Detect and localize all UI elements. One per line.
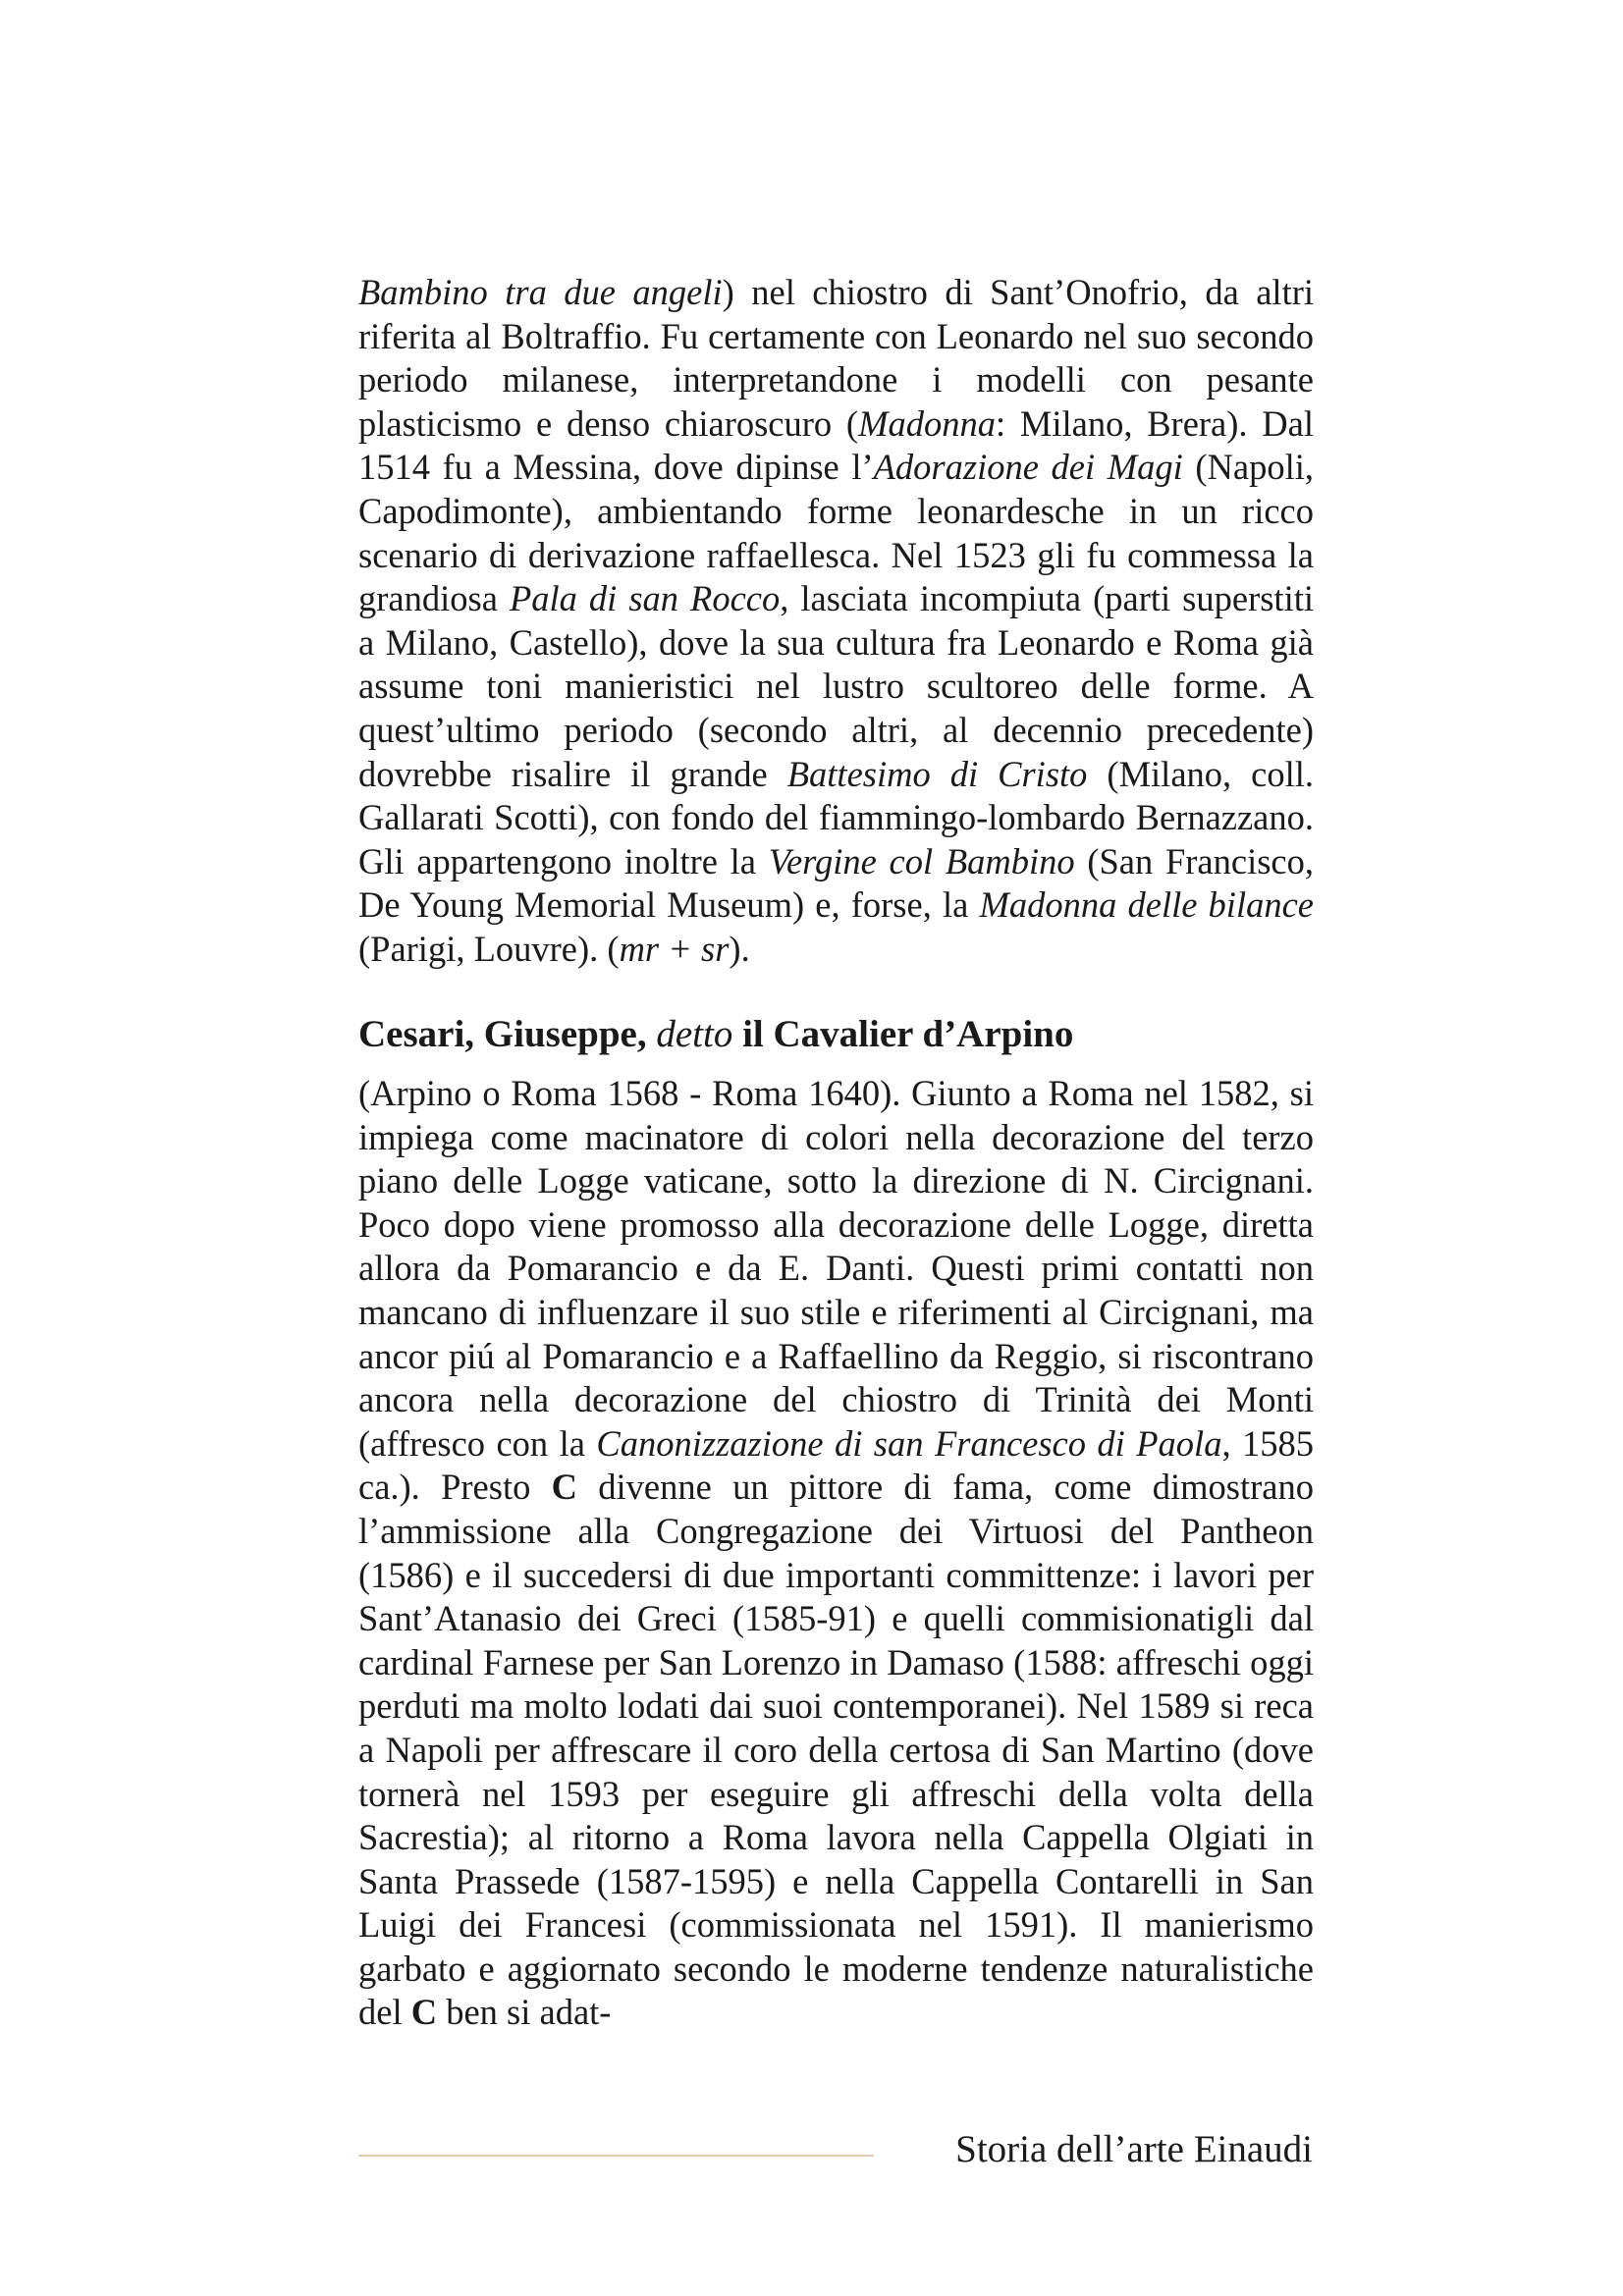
artwork-title: Pala di san Rocco — [509, 578, 781, 619]
artwork-title: Canonizzazione di san Francesco di Paola — [596, 1422, 1222, 1464]
entry-paragraph — [358, 1072, 1314, 2035]
artwork-title: Madonna delle bilance — [979, 884, 1314, 926]
artwork-title: Battesimo di Cristo — [786, 753, 1088, 794]
author-initials: mr + sr — [619, 928, 730, 969]
entry-text: (Arpino o Roma 1568 - Roma 1640). Giunto a Roma nel 1582, si impiega come macinatore di colori nella decorazione del terzo piano delle Logge vaticane, sotto la direzione di N. Circignani. Poco dopo viene promosso alla decorazione delle Logge, diretta allora da Pomarancio e da E. Danti. Questi primi contatti non mancano di influenzare il suo stile e riferimenti al Circignani, ma ancor piú al Pomarancio e a Raffaellino da Reggio, si riscontrano ancora nella decorazione del chiostro di Trinità dei Monti (affresco con la Canonizzazione di san Francesco di Paola, 1585 ca.). Presto C divenne un pittore di fama, come dimostrano l’ammissione alla Congregazione dei Virtuosi del Pantheon (1586) e il succedersi di due importanti committenze: i lavori per Sant’Atanasio dei Greci (1585-91) e quelli commisionatigli dal cardinal Farnese per San Lorenzo in Damaso (1588: affreschi oggi perduti ma molto lodati dai suoi contemporanei). Nel 1589 si reca a Napoli per affrescare il coro della certosa di San Martino (dove tornerà nel 1593 per eseguire gli affreschi della volta della Sacrestia); al ritorno a Roma lavora nella Cappella Olgiati in Santa Prassede (1587-1595) e nella Cappella Contarelli in San Luigi dei Francesi (commissionata nel 1591). Il manierismo garbato e aggiornato secondo le moderne tendenze naturalistiche del C ben si adat- — [358, 1073, 1315, 2033]
artwork-title: Madonna — [858, 402, 996, 444]
continuation-text: Bambino tra due angeli) nel chiostro di Sant’Onofrio, da altri riferita al Boltraffio. Fu certamente con Leonardo nel suo secondo periodo milanese, interpretandone i modelli con pesante plasticismo e denso chiaroscuro (Madonna: Milano, Brera). Dal 1514 fu a Messina, dove dipinse l’Adorazione dei Magi (Napoli, Capodimonte), ambientando forme leonardesche in un ricco scenario di derivazione raffaellesca. Nel 1523 gli fu commessa la grandiosa Pala di san Rocco, lasciata incompiuta (parti superstiti a Milano, Castello), dove la sua cultura fra Leonardo e Roma già assume toni manieristici nel lustro scultoreo delle forme. A quest’ultimo periodo (secondo altri, al decennio precedente) dovrebbe risalire il grande Battesimo di Cristo (Milano, coll. Gallarati Scotti), con fondo del fiammingo-lombardo Bernazzano. Gli appartengono inoltre la Vergine col Bambino (San Francisco, De Young Memorial Museum) e, forse, la Madonna delle bilance (Parigi, Louvre). (mr + sr). — [358, 272, 1314, 969]
artwork-title: Vergine col Bambino — [768, 840, 1075, 881]
artwork-title: Bambino tra due angeli — [358, 272, 723, 312]
entry-initial: C — [551, 1467, 577, 1508]
entry-initial: C — [410, 1992, 438, 2033]
artwork-title: Adorazione dei Magi — [873, 447, 1183, 488]
entry-heading: Cesari, Giuseppe, detto il Cavalier d’Arpino — [358, 1013, 1074, 1055]
footer-rule — [358, 2155, 874, 2157]
footer-title: Storia dell’arte Einaudi — [955, 2128, 1313, 2170]
continuation-paragraph — [358, 271, 1314, 972]
